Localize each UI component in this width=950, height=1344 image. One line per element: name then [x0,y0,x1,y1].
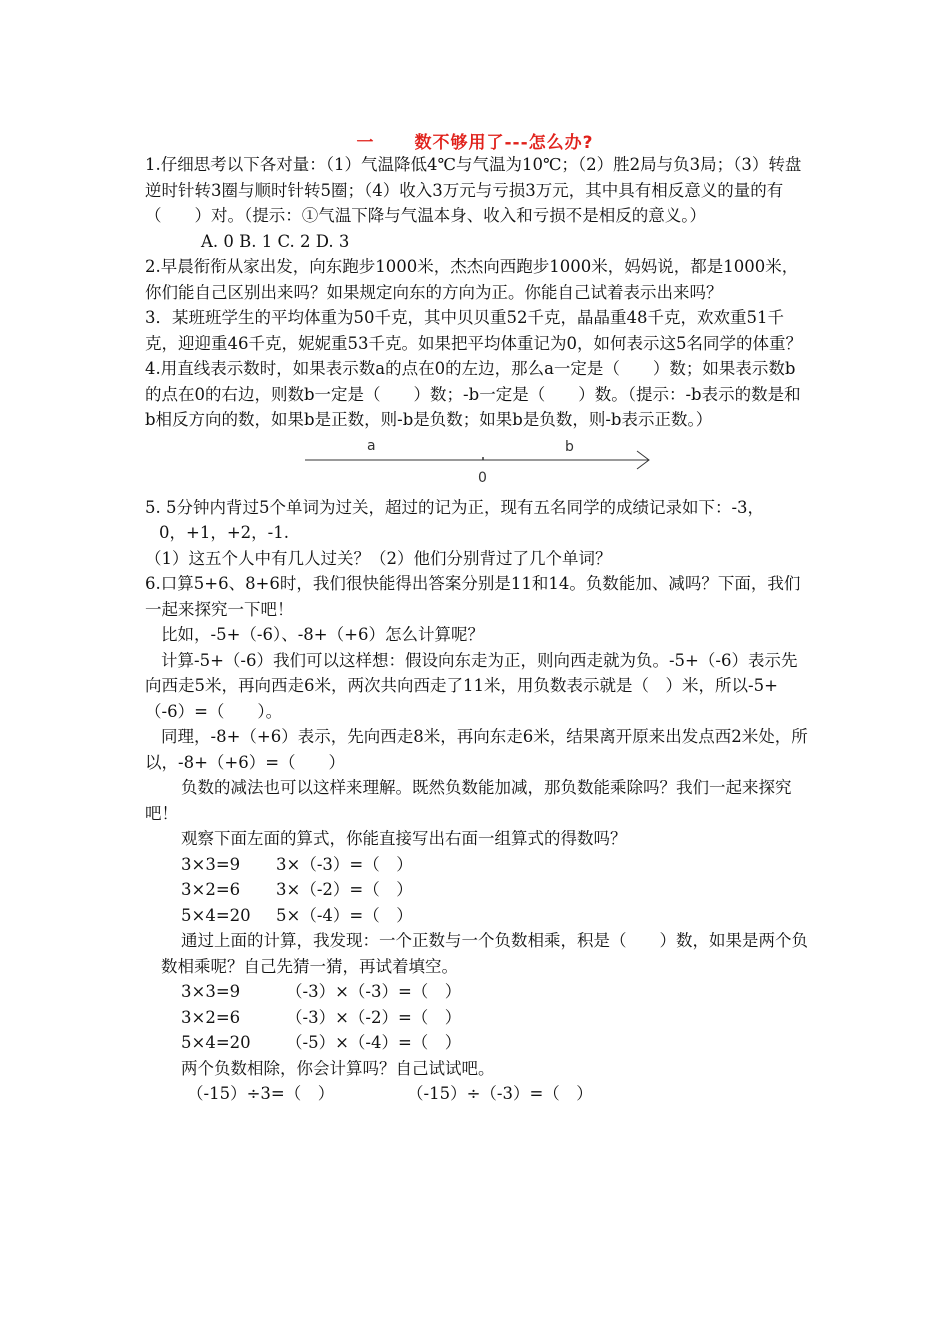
question-6-discover: 通过上面的计算，我发现：一个正数与一个负数相乘，积是（ ）数，如果是两个负数相乘呢？自己先猜一猜，再试着填空。 [161,931,808,976]
label-a: a [367,437,376,454]
question-6-observe: 观察下面左面的算式，你能直接写出右面一组算式的得数吗？ [181,829,627,848]
calc-left: 5×4=20 [181,1033,251,1052]
question-6-calc1: 计算-5+（-6）我们可以这样想：假设向东走为正，则向西走就为负。-5+（-6）表示先向西走5米，再向西走6米，两次共向西走了11米，用负数表示就是（ ）米，所以-5+（-6）=（ ）。 [145,650,798,721]
number-line-figure [303,433,653,493]
question-6-divide: 两个负数相除，你会计算吗？自己试试吧。 [181,1058,495,1078]
label-zero: 0 [478,469,487,486]
question-1-options: A. 0 B. 1 C. 2 D. 3 [201,231,350,251]
question-6-calc2: 同理，-8+（+6）表示，先向西走8米，再向东走6米，结果离开原来出发点西2米处，所以，-8+（+6）=（ ） [145,727,808,772]
label-b: b [565,438,574,455]
question-6-transition: 负数的减法也可以这样来理解。既然负数能加减，那负数能乘除吗？我们一起来探究吧！ [145,778,792,823]
calc-right: （-3）×（-3）=（ ） [286,982,462,1001]
calc-row-1-3 [145,903,810,929]
calc-right: 3×（-3）=（ ） [276,854,413,874]
number-line [145,433,810,495]
question-6-example: 比如，-5+（-6）、-8+（+6）怎么计算呢？ [161,625,484,644]
calc-left: 3×2=6 [181,1007,241,1027]
calc-right: （-3）×（-2）=（ ） [286,1007,462,1027]
calc-left: 5×4=20 [181,905,251,925]
page-title [0,128,950,153]
question-3: 3．某班班学生的平均体重为50千克，其中贝贝重52千克，晶晶重48千克，欢欢重51千克，迎迎重46千克，妮妮重53千克。如果把平均体重记为0，如何表示这5名同学的体重？ [145,308,802,353]
question-6-intro: 6.口算5+6、8+6时，我们很快能得出答案分别是11和14。负数能加、减吗？下面，我们一起来探究一下吧！ [145,574,801,619]
question-2: 2.早晨衔衔从家出发，向东跑步1000米，杰杰向西跑步1000米，妈妈说，都是1000米，你们能自己区别出来吗？如果规定向东的方向为正。你能自己试着表示出来吗？ [145,257,799,302]
question-4: 4.用直线表示数时，如果表示数a的点在0的左边，那么a一定是（ ）数；如果表示数b的点在0的右边，则数b一定是（ ）数；-b一定是（ ）数。（提示：-b表示的数是和b相反方向的数，如果b是正数，则-b是负数；如果b是负数，则-b表示正数。） [145,359,801,429]
calc-left: 3×2=6 [181,880,241,899]
question-5-sub: （1）这五个人中有几人过关？（2）他们分别背过了几个单词？ [145,548,612,568]
title-number: 一 [356,133,375,153]
calc-right: 5×（-4）=（ ） [276,905,413,925]
calc-right: （-5）×（-4）=（ ） [286,1033,462,1052]
calc-row-2-2 [145,1005,810,1031]
calc-row-2-1 [145,979,810,1005]
calc-left: 3×3=9 [181,854,241,874]
calc-row-3-1 [145,1081,810,1107]
calc-left: （-15）÷3=（ ） [187,1084,335,1103]
title-text: 数不够用了---怎么办? [414,133,594,153]
calc-row-1-1 [145,852,810,878]
calc-right: 3×（-2）=（ ） [276,880,413,899]
calc-row-2-3 [145,1030,810,1056]
question-1: 1.仔细思考以下各对量：（1）气温降低4℃与气温为10℃；（2）胜2局与负3局；（3）转盘逆时针转3圈与顺时针转5圈；（4）收入3万元与亏损3万元，其中具有相反意义的量的有（ ）对。（提示：①气温下降与气温本身、收入和亏损不是相反的意义。） [145,155,802,225]
calc-right: （-15）÷（-3）=（ ） [407,1084,593,1103]
document-body [145,152,810,1107]
calc-left: 3×3=9 [181,982,241,1001]
calc-row-1-2 [145,877,810,903]
question-5: 5. 5分钟内背过5个单词为过关，超过的记为正，现有五名同学的成绩记录如下：-3，0，+1，+2，-1. [145,497,765,542]
